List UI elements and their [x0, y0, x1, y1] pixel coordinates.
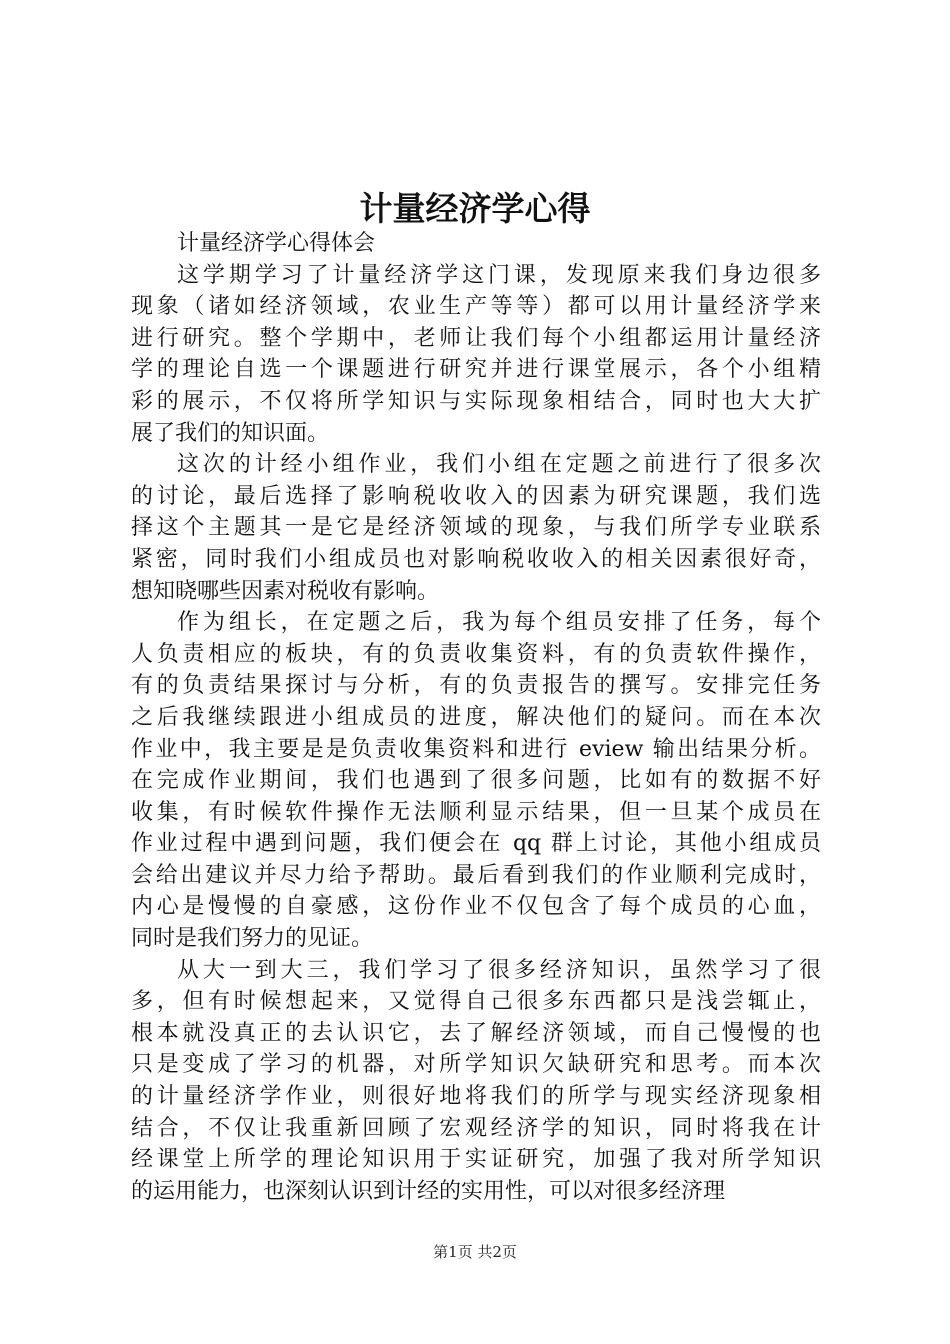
- paragraph-line: 学的理论自选一个课题进行研究并进行课堂展示，各个小组精: [131, 357, 821, 383]
- paragraph-line: 这学期学习了计量经济学这门课，发现原来我们身边很多: [177, 262, 821, 288]
- paragraph-line: 彩的展示，不仅将所学知识与实际现象相结合，同时也大大扩: [131, 388, 821, 414]
- document-title: 计量经济学心得: [359, 189, 591, 228]
- paragraph-line: 内心是慢慢的自豪感，这份作业不仅包含了每个成员的心血，: [131, 894, 821, 920]
- paragraph-line: 在完成作业期间，我们也遇到了很多问题，比如有的数据不好: [131, 768, 821, 794]
- paragraph-line: 择这个主题其一是它是经济领域的现象，与我们所学专业联系: [131, 515, 821, 541]
- paragraph-line: 收集，有时候软件操作无法顺利显示结果，但一旦某个成员在: [131, 799, 821, 825]
- paragraph-line: 这次的计经小组作业，我们小组在定题之前进行了很多次: [177, 452, 821, 478]
- paragraph-line: 展了我们的知识面。: [131, 420, 330, 446]
- paragraph-line: 同时是我们努力的见证。: [131, 926, 374, 952]
- paragraph-line: 作业中，我主要是是负责收集资料和进行 eview 输出结果分析。: [131, 736, 821, 762]
- paragraph-line: 进行研究。整个学期中，老师让我们每个小组都运用计量经济: [131, 325, 821, 351]
- paragraph-line: 的计量经济学作业，则很好地将我们的所学与现实经济现象相: [131, 1084, 821, 1110]
- paragraph-line: 从大一到大三，我们学习了很多经济知识，虽然学习了很: [177, 957, 821, 983]
- paragraph-line: 多，但有时候想起来，又觉得自己很多东西都只是浅尝辄止，: [131, 989, 821, 1015]
- paragraph-line: 根本就没真正的去认识它，去了解经济领域，而自己慢慢的也: [131, 1020, 821, 1046]
- paragraph-line: 结合，不仅让我重新回顾了宏观经济学的知识，同时将我在计: [131, 1115, 821, 1141]
- paragraph-line: 只是变成了学习的机器，对所学知识欠缺研究和思考。而本次: [131, 1052, 821, 1078]
- paragraph-line: 人负责相应的板块，有的负责收集资料，有的负责软件操作，: [131, 641, 821, 667]
- paragraph-line: 的讨论，最后选择了影响税收收入的因素为研究课题，我们选: [131, 483, 821, 509]
- paragraph-line: 现象（诸如经济领域，农业生产等等）都可以用计量经济学来: [131, 294, 821, 320]
- paragraph-line: 会给出建议并尽力给予帮助。最后看到我们的作业顺利完成时，: [131, 862, 821, 888]
- document-subtitle: 计量经济学心得体会: [177, 231, 376, 256]
- document-body: [131, 228, 821, 1207]
- paragraph-line: 作为组长，在定题之后，我为每个组员安排了任务，每个: [177, 610, 821, 636]
- paragraph-line: 的运用能力，也深刻认识到计经的实用性，可以对很多经济理: [131, 1178, 726, 1204]
- paragraph-line: 作业过程中遇到问题，我们便会在 qq 群上讨论，其他小组成员: [131, 831, 821, 857]
- paragraph-line: 经课堂上所学的理论知识用于实证研究，加强了我对所学知识: [131, 1147, 821, 1173]
- page-footer: 第1页 共2页: [433, 1243, 517, 1261]
- paragraph-line: 紧密，同时我们小组成员也对影响税收收入的相关因素很好奇，: [131, 546, 821, 572]
- paragraph-line: 有的负责结果探讨与分析，有的负责报告的撰写。安排完任务: [131, 673, 821, 699]
- paragraph-line: 之后我继续跟进小组成员的进度，解决他们的疑问。而在本次: [131, 704, 821, 730]
- paragraph-line: 想知晓哪些因素对税收有影响。: [131, 578, 440, 604]
